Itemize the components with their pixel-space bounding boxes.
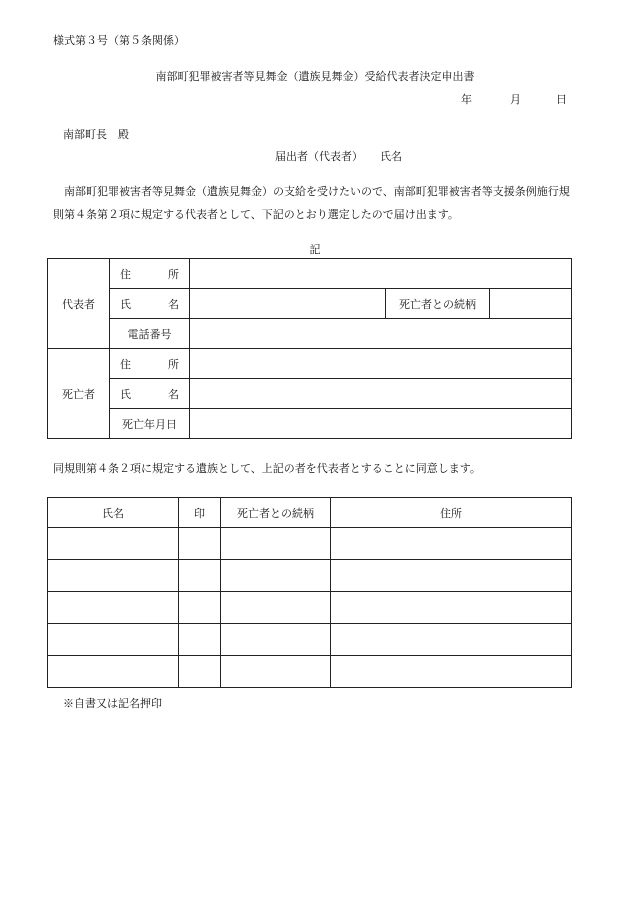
consent-address-cell[interactable] [331,656,572,688]
consent-seal-cell[interactable] [179,656,221,688]
representative-table [47,258,572,439]
consent-name-cell[interactable] [48,624,179,656]
consent-address-cell[interactable] [331,560,572,592]
consent-table [47,497,572,688]
rep-address-field[interactable] [190,259,572,289]
intro-paragraph: 南部町犯罪被害者等見舞金（遺族見舞金）の支給を受けたいので、南部町犯罪被害者等支援条例施行規則第４条第２項に規定する代表者として、下記のとおり選定したので届け出ます。 [53,185,570,221]
col-address-header: 住所 [331,498,572,528]
consent-row [48,624,572,656]
consent-relation-cell[interactable] [221,528,331,560]
consent-seal-cell[interactable] [179,624,221,656]
document-title: 南部町犯罪被害者等見舞金（遺族見舞金）受給代表者決定申出書 [155,70,475,83]
consent-name-cell[interactable] [48,656,179,688]
col-name-header: 氏名 [48,498,179,528]
relation-label: 死亡者との続柄 [386,289,490,319]
consent-relation-cell[interactable] [221,656,331,688]
consent-name-cell[interactable] [48,528,179,560]
col-relation-header: 死亡者との続柄 [221,498,331,528]
consent-address-cell[interactable] [331,624,572,656]
dec-name-field[interactable] [190,379,572,409]
dec-address-field[interactable] [190,349,572,379]
form-number: 様式第３号（第５条関係） [53,34,185,47]
dec-address-label: 住 所 [110,349,190,379]
col-seal-header: 印 [179,498,221,528]
rep-address-label: 住 所 [110,259,190,289]
applicant-name-label: 氏名 [380,150,402,163]
consent-row [48,592,572,624]
date-month-label: 月 [510,93,521,106]
consent-name-cell[interactable] [48,560,179,592]
ki-heading: 記 [309,243,321,256]
consent-seal-cell[interactable] [179,560,221,592]
consent-relation-cell[interactable] [221,592,331,624]
addressee: 南部町長 殿 [63,128,129,141]
dec-date-label: 死亡年月日 [110,409,190,439]
applicant-label: 届出者（代表者） [275,150,363,163]
dec-date-field[interactable] [190,409,572,439]
consent-text: 同規則第４条２項に規定する遺族として、上記の者を代表者とすることに同意します。 [53,462,481,475]
date-year-label: 年 [461,93,472,106]
consent-name-cell[interactable] [48,592,179,624]
rep-name-field[interactable] [190,289,386,319]
consent-row [48,656,572,688]
rep-phone-label: 電話番号 [110,319,190,349]
consent-seal-cell[interactable] [179,592,221,624]
date-day-label: 日 [556,93,567,106]
consent-row [48,560,572,592]
rep-name-label: 氏 名 [110,289,190,319]
representative-header: 代表者 [48,259,110,349]
consent-row [48,528,572,560]
dec-name-label: 氏 名 [110,379,190,409]
deceased-header: 死亡者 [48,349,110,439]
rep-phone-field[interactable] [190,319,572,349]
consent-address-cell[interactable] [331,592,572,624]
consent-seal-cell[interactable] [179,528,221,560]
relation-field[interactable] [490,289,572,319]
consent-relation-cell[interactable] [221,560,331,592]
consent-address-cell[interactable] [331,528,572,560]
signature-note: ※自書又は記名押印 [63,697,162,710]
consent-relation-cell[interactable] [221,624,331,656]
